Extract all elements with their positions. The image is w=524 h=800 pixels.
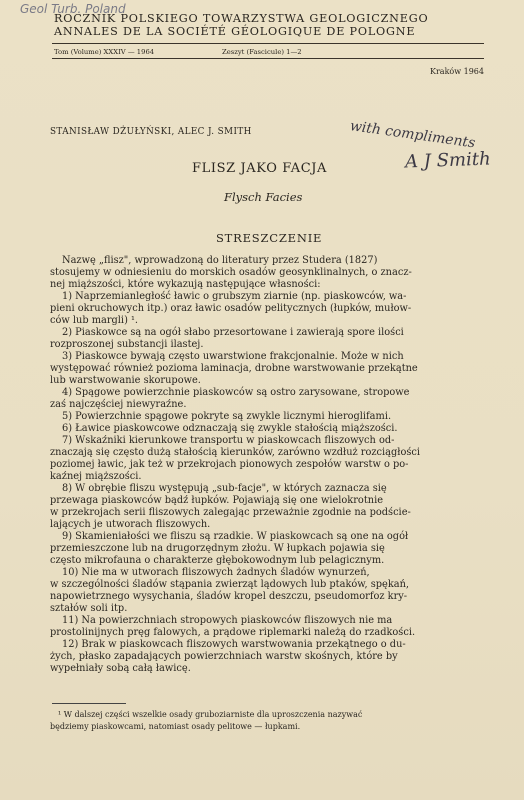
handwritten-dedication: with compliments [348, 118, 477, 152]
journal-volume: Tom (Volume) XXXIV — 1964 [54, 48, 155, 56]
body-line: występować również pozioma laminacja, drobne warstwowanie przekątne [50, 363, 418, 374]
body-line: 8) W obrębie fliszu występują „sub-facje", w których zaznacza się [62, 483, 387, 494]
journal-issue: Zeszyt (Fascicule) 1—2 [222, 48, 302, 56]
section-heading: STRESZCZENIE [216, 231, 323, 245]
body-line: kaźnej miąższości. [50, 471, 142, 482]
body-line: 6) Ławice piaskowcowe odznaczają się zwykle stałością miąższości. [62, 423, 398, 434]
footnote-line: ¹ W dalszej części wszelkie osady gruboziarniste dla uproszczenia nazywać [58, 710, 363, 719]
body-line: 7) Wskaźniki kierunkowe transportu w piaskowcach fliszowych od- [62, 435, 395, 446]
body-line: napowietrznego wysychania, śladów kropel deszczu, pseudomorfoz kry- [50, 591, 408, 602]
article-title: FLISZ JAKO FACJA [192, 161, 328, 176]
body-line: pieni okruchowych itp.) oraz ławic osadów pelitycznych (łupków, mułow- [50, 303, 412, 314]
body-line: żych, płasko zapadających powierzchniach warstw skośnych, które by [50, 651, 398, 662]
body-line: przewaga piaskowców bądź łupków. Pojawiają się one wielokrotnie [50, 495, 384, 506]
body-line: lub warstwowanie skorupowe. [50, 375, 201, 386]
body-line: 2) Piaskowce są na ogół słabo przesortowane i zawierają spore ilości [62, 327, 404, 338]
body-line: nej miąższości, które wykazują następujące własności: [50, 279, 321, 290]
body-line: 10) Nie ma w utworach fliszowych żadnych śladów wynurzeń, [62, 567, 370, 578]
journal-title-french: ANNALES DE LA SOCIÉTÉ GÉOLOGIQUE DE POLOGNE [54, 25, 416, 38]
body-line: znaczają się często dużą stałością kierunków, zarówno wzdłuż rozciągłości [50, 447, 420, 458]
footnote-rule [52, 703, 126, 704]
body-line: 5) Powierzchnie spągowe pokryte są zwykle licznymi hieroglifami. [62, 411, 392, 422]
body-line: stosujemy w odniesieniu do morskich osadów geosynklinalnych, o znacz- [50, 267, 412, 278]
body-line: 3) Piaskowce bywają często uwarstwione frakcjonalnie. Może w nich [62, 351, 404, 362]
body-line: 11) Na powierzchniach stropowych piaskowców fliszowych nie ma [62, 615, 393, 626]
journal-place-year: Kraków 1964 [430, 67, 484, 76]
body-line: lających je utworach fliszowych. [50, 519, 211, 530]
journal-title-polish: ROCZNIK POLSKIEGO TOWARZYSTWA GEOLOGICZNEGO [54, 12, 429, 25]
body-line: wypełniały sobą całą ławicę. [50, 663, 191, 674]
body-line: 4) Spągowe powierzchnie piaskowców są ostro zarysowane, stropowe [62, 387, 410, 398]
body-line: ształów soli itp. [50, 603, 128, 614]
body-line: 12) Brak w piaskowcach fliszowych warstwowania przekątnego o du- [62, 639, 406, 650]
footnote-line: będziemy piaskowcami, natomiast osady pelitowe — łupkami. [50, 722, 301, 731]
body-line: rozproszonej substancji ilastej. [50, 339, 204, 350]
article-authors: STANISŁAW DŻUŁYŃSKI, ALEC J. SMITH [50, 127, 252, 137]
body-line: w przekrojach serii fliszowych zalegając przeważnie zgodnie na podście- [50, 507, 411, 518]
header-rule-top [52, 43, 484, 44]
body-line: w szczególności śladów stąpania zwierząt lądowych lub ptaków, spękań, [50, 579, 410, 590]
body-line: 9) Skamieniałości we fliszu są rzadkie. W piaskowcach są one na ogół [62, 531, 409, 542]
body-line: poziomej ławic, jak też w przekrojach pionowych zespołów warstw o po- [50, 459, 409, 470]
body-line: przemieszczone lub na drugorzędnym złożu. W łupkach pojawia się [50, 543, 385, 554]
body-line: często mikrofauna o charakterze głębokowodnym lub pelagicznym. [50, 555, 385, 566]
article-subtitle: Flysch Facies [224, 190, 303, 204]
body-line: 1) Naprzemianległość ławic o grubszym ziarnie (np. piaskowców, wa- [62, 291, 407, 302]
body-line: ców lub margli) ¹. [50, 315, 139, 326]
body-line: zaś najczęściej niewyraźne. [50, 399, 187, 410]
body-line: prostolinijnych pręg falowych, a prądowe riplemarki należą do rzadkości. [50, 627, 416, 638]
body-line: Nazwę „flisz", wprowadzoną do literatury przez Studera (1827) [62, 255, 378, 266]
header-rule-bottom [52, 58, 484, 59]
handwritten-signature: A J Smith [404, 148, 491, 173]
pencil-annotation: Geol Turb. Poland [20, 2, 126, 16]
